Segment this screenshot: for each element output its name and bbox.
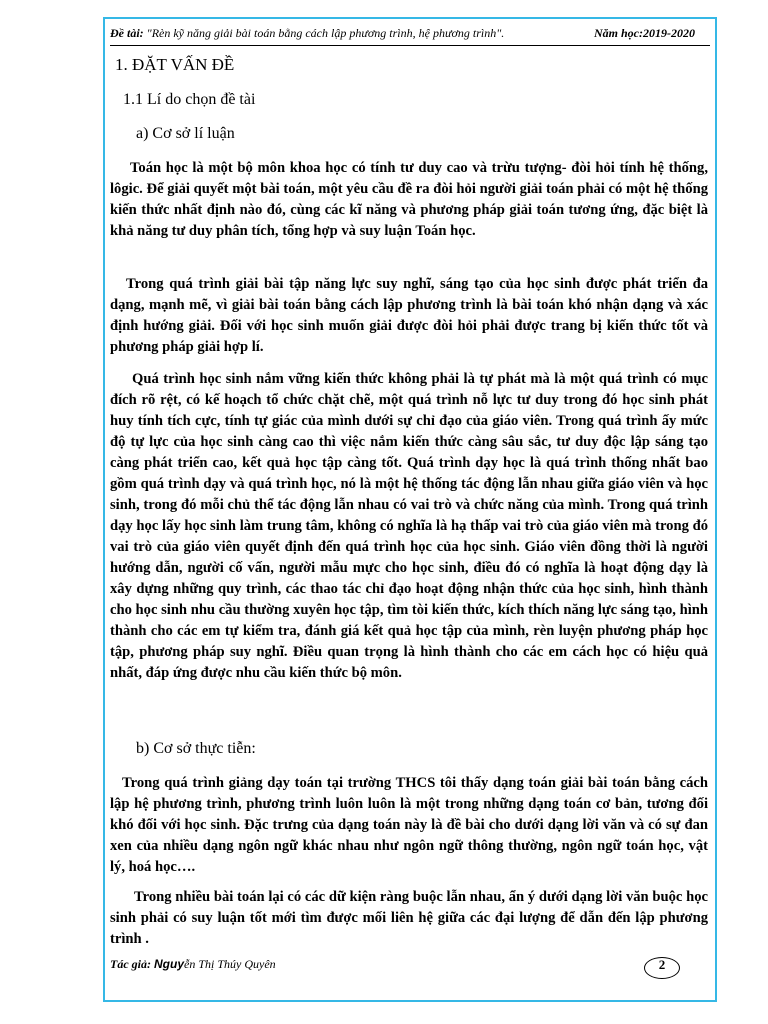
paragraph-a-2: Trong quá trình giải bài tập năng lực suy nghĩ, sáng tạo của học sinh được phát triển đa dạng, mạnh mẽ, vì giải bài toán bằng cách lập phương trình là bài toán khó nhận dạng và xác định hướng giải. Đối với học sinh muốn giải được đòi hỏi phải được trang bị kiến thức tốt và phương pháp giải hợp lí. [110, 276, 708, 355]
paragraph-a-1: Toán học là một bộ môn khoa học có tính tư duy cao và trừu tượng- đòi hỏi tính hệ thống, lôgic. Để giải quyết một bài toán, một yêu cầu đề ra đòi hỏi người giải toán phải có một hệ thống kiến thức nhất định nào đó, cùng các kĩ năng và phương pháp giải toán tương ứng, đặc biệt là khả năng tư duy phân tích, tổng hợp và suy luận Toán học. [110, 160, 708, 239]
footer-author-label: Tác giả: [110, 957, 154, 971]
header-topic-label: Đề tài: [110, 26, 144, 40]
footer-author-name-part1: Nguy [154, 957, 184, 971]
paragraph-a-3: Quá trình học sinh nắm vững kiến thức không phải là tự phát mà là một quá trình có mục đích rõ rệt, có kế hoạch tổ chức chặt chẽ, một quá trình nỗ lực tư duy trong đó học sinh phát huy tính tích cực, tính tự giác của mình dưới sự chỉ đạo của giáo viên. Trong quá trình ấy mức độ tự lực của học sinh càng cao thì việc nắm kiến thức càng sâu sắc, tư duy độc lập sáng tạo càng phát triển cao, kết quả học tập càng tốt. Quá trình dạy học là quá trình thống nhất bao gồm quá trình dạy và quá trình học, nó là một hệ thống tác động lẫn nhau giữa giáo viên và học sinh, trong đó mỗi chủ thể tác động lẫn nhau có vai trò và chức năng của mình. Trong quá trình dạy học lấy học sinh làm trung tâm, không có nghĩa là hạ thấp vai trò của giáo viên mà trong đó vai trò của giáo viên quyết định đến quá trình học của học sinh. Giáo viên đồng thời là người hướng dẫn, người cố vấn, người mẫu mực cho học sinh, điều đó có nghĩa là hoạt động dạy là xây dựng những quy trình, các thao tác chỉ đạo hoạt động nhận thức của học sinh, hình thành cho học sinh nhu cầu thường xuyên học tập, tìm tòi kiến thức, kích thích năng lực sáng tạo, hình thành cho các em tự kiểm tra, đánh giá kết quả học tập của mình, rèn luyện phương pháp học tập, phương pháp suy nghĩ. Điều quan trọng là hình thành cho các em cách học có hiệu quả nhất, đáp ứng được nhu cầu kiến thức bộ môn. [110, 371, 708, 681]
paragraph-b-1: Trong quá trình giảng dạy toán tại trường THCS tôi thấy dạng toán giải bài toán bằng cách lập hệ phương trình, phương trình luôn luôn là một trong những dạng toán cơ bản, tương đối khó đối với học sinh. Đặc trưng của dạng toán này là đề bài cho dưới dạng lời văn và có sự đan xen của nhiều dạng ngôn ngữ khác nhau như ngôn ngữ thông thường, ngôn ngữ toán học, vật lý, hoá học…. [110, 775, 708, 875]
page-footer [110, 957, 276, 972]
section-heading-1-1: 1.1 Lí do chọn đề tài [123, 91, 256, 108]
header-topic [110, 26, 504, 41]
page-header [110, 25, 710, 46]
paragraph-b-2: Trong nhiều bài toán lại có các dữ kiện ràng buộc lẫn nhau, ẩn ý dưới dạng lời văn buộc học sinh phải có suy luận tốt mới tìm được mối liên hệ giữa các đại lượng để dẫn đến lập phương trình . [110, 889, 708, 947]
subheading-a: a) Cơ sở lí luận [136, 125, 235, 142]
footer-author-name-part2: ễn Thị Thúy Quyên [184, 957, 276, 971]
section-heading-1: 1. ĐẶT VẤN ĐỀ [115, 55, 235, 74]
header-school-year: Năm học:2019-2020 [594, 26, 695, 40]
subheading-b: b) Cơ sở thực tiễn: [136, 740, 256, 757]
header-topic-title: "Rèn kỹ năng giải bài toán bằng cách lập phương trình, hệ phương trình". [143, 26, 505, 40]
page-number: 2 [644, 957, 680, 979]
